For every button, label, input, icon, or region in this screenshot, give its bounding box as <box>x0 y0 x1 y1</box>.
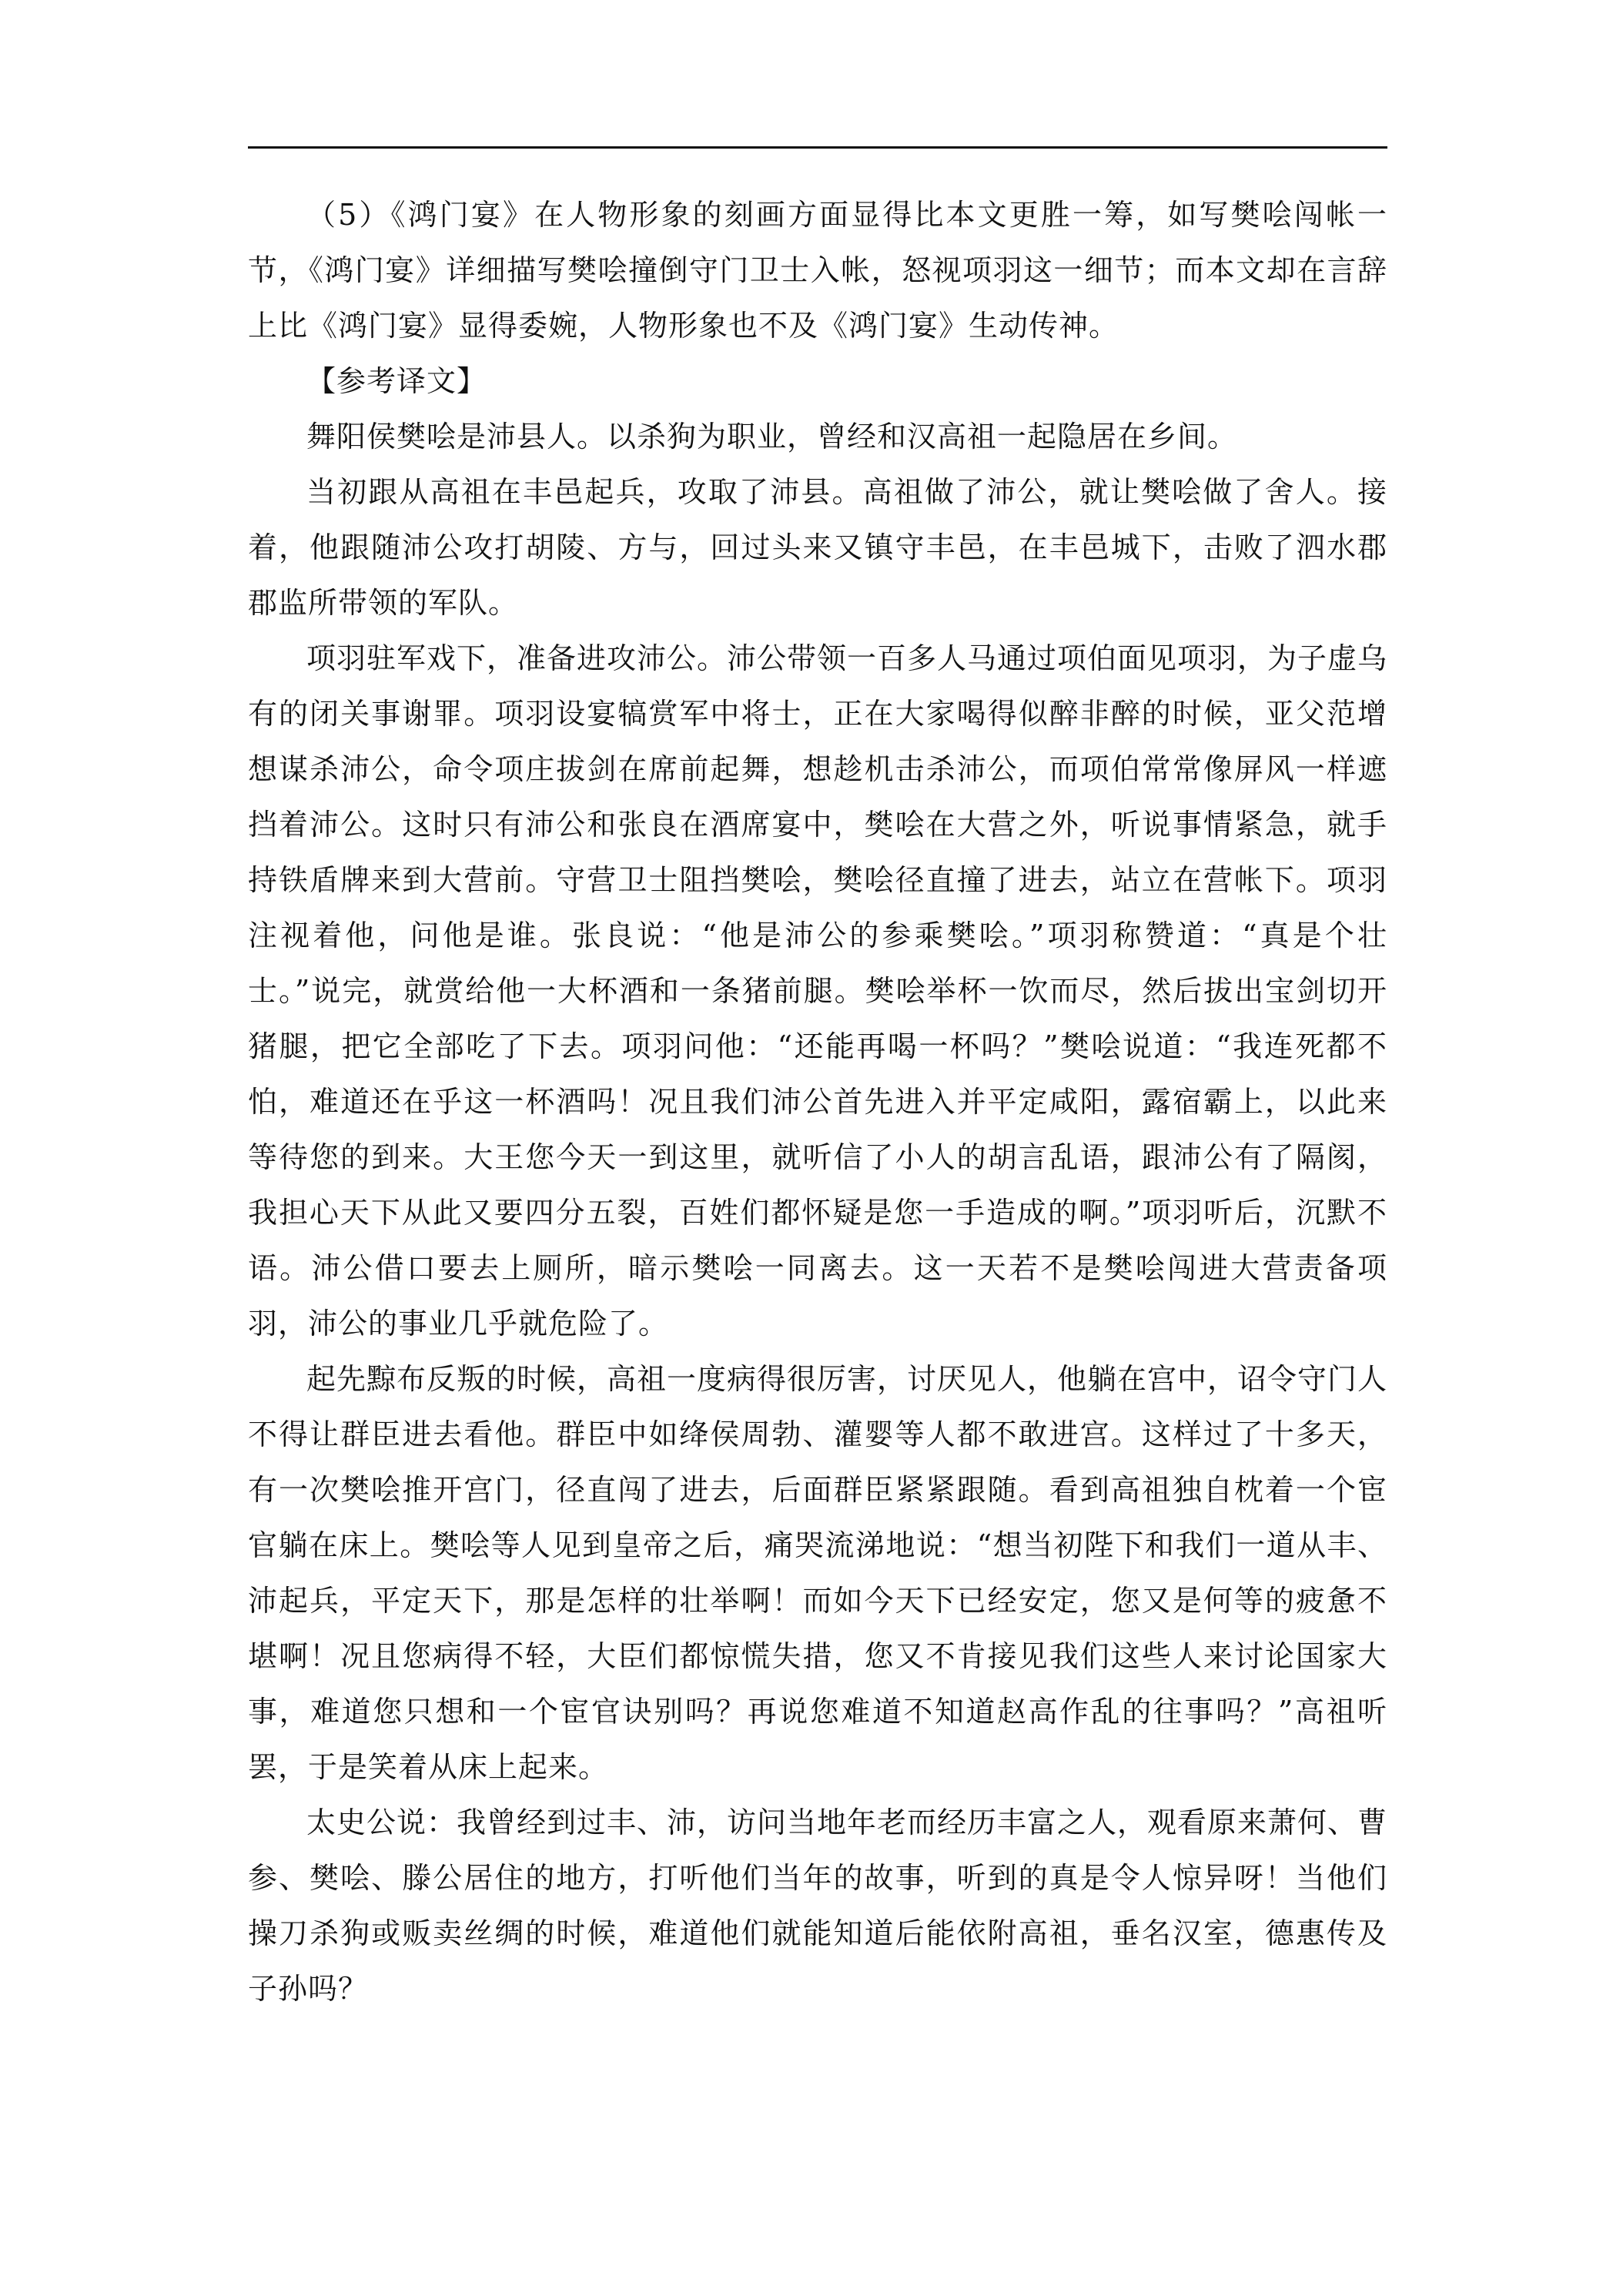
translation-paragraph-4: 起先黥布反叛的时候，高祖一度病得很厉害，讨厌见人，他躺在宫中，诏令守门人不得让群臣进去看他。群臣中如绛侯周勃、灌婴等人都不敢进宫。这样过了十多天，有一次樊哙推开宫门，径直闯了进去，后面群臣紧紧跟随。看到高祖独自枕着一个宦官躺在床上。樊哙等人见到皇帝之后，痛哭流涕地说：“想当初陛下和我们一道从丰、沛起兵，平定天下，那是怎样的壮举啊！而如今天下已经安定，您又是何等的疲惫不堪啊！况且您病得不轻，大臣们都惊慌失措，您又不肯接见我们这些人来讨论国家大事，难道您只想和一个宦官诀别吗？再说您难道不知道赵高作乱的往事吗？”高祖听罢，于是笑着从床上起来。 <box>248 1362 1388 1784</box>
section-heading: 【参考译文】 <box>306 364 487 398</box>
document-body <box>248 187 1387 2017</box>
answer-note-paragraph: （5）《鸿门宴》在人物形象的刻画方面显得比本文更胜一筹，如写樊哙闯帐一节，《鸿门宴》详细描写樊哙撞倒守门卫士入帐，怒视项羽这一细节；而本文却在言辞上比《鸿门宴》显得委婉，人物形象也不及《鸿门宴》生动传神。 <box>248 198 1387 343</box>
translation-paragraph-5: 太史公说：我曾经到过丰、沛，访问当地年老而经历丰富之人，观看原来萧何、曹参、樊哙、滕公居住的地方，打听他们当年的故事，听到的真是令人惊异呀！当他们操刀杀狗或贩卖丝绸的时候，难道他们就能知道后能依附高祖，垂名汉室，德惠传及子孙吗？ <box>248 1806 1388 2006</box>
translation-paragraph-2: 当初跟从高祖在丰邑起兵，攻取了沛县。高祖做了沛公，就让樊哙做了舍人。接着，他跟随沛公攻打胡陵、方与，回过头来又镇守丰邑，在丰邑城下，击败了泗水郡郡监所带领的军队。 <box>248 475 1387 620</box>
header-rule <box>248 146 1387 149</box>
translation-paragraph-1: 舞阳侯樊哙是沛县人。以杀狗为职业，曾经和汉高祖一起隐居在乡间。 <box>306 420 1238 454</box>
translation-paragraph-3: 项羽驻军戏下，准备进攻沛公。沛公带领一百多人马通过项伯面见项羽，为子虚乌有的闭关事谢罪。项羽设宴犒赏军中将士，正在大家喝得似醉非醉的时候，亚父范增想谋杀沛公，命令项庄拔剑在席前起舞，想趁机击杀沛公，而项伯常常像屏风一样遮挡着沛公。这时只有沛公和张良在酒席宴中，樊哙在大营之外，听说事情紧急，就手持铁盾牌来到大营前。守营卫士阻挡樊哙，樊哙径直撞了进去，站立在营帐下。项羽注视着他，问他是谁。张良说：“他是沛公的参乘樊哙。”项羽称赞道：“真是个壮士。”说完，就赏给他一大杯酒和一条猪前腿。樊哙举杯一饮而尽，然后拔出宝剑切开猪腿，把它全部吃了下去。项羽问他：“还能再喝一杯吗？”樊哙说道：“我连死都不怕，难道还在乎这一杯酒吗！况且我们沛公首先进入并平定咸阳，露宿霸上，以此来等待您的到来。大王您今天一到这里，就听信了小人的胡言乱语，跟沛公有了隔阂，我担心天下从此又要四分五裂，百姓们都怀疑是您一手造成的啊。”项羽听后，沉默不语。沛公借口要去上厕所，暗示樊哙一同离去。这一天若不是樊哙闯进大营责备项羽，沛公的事业几乎就危险了。 <box>248 641 1388 1340</box>
